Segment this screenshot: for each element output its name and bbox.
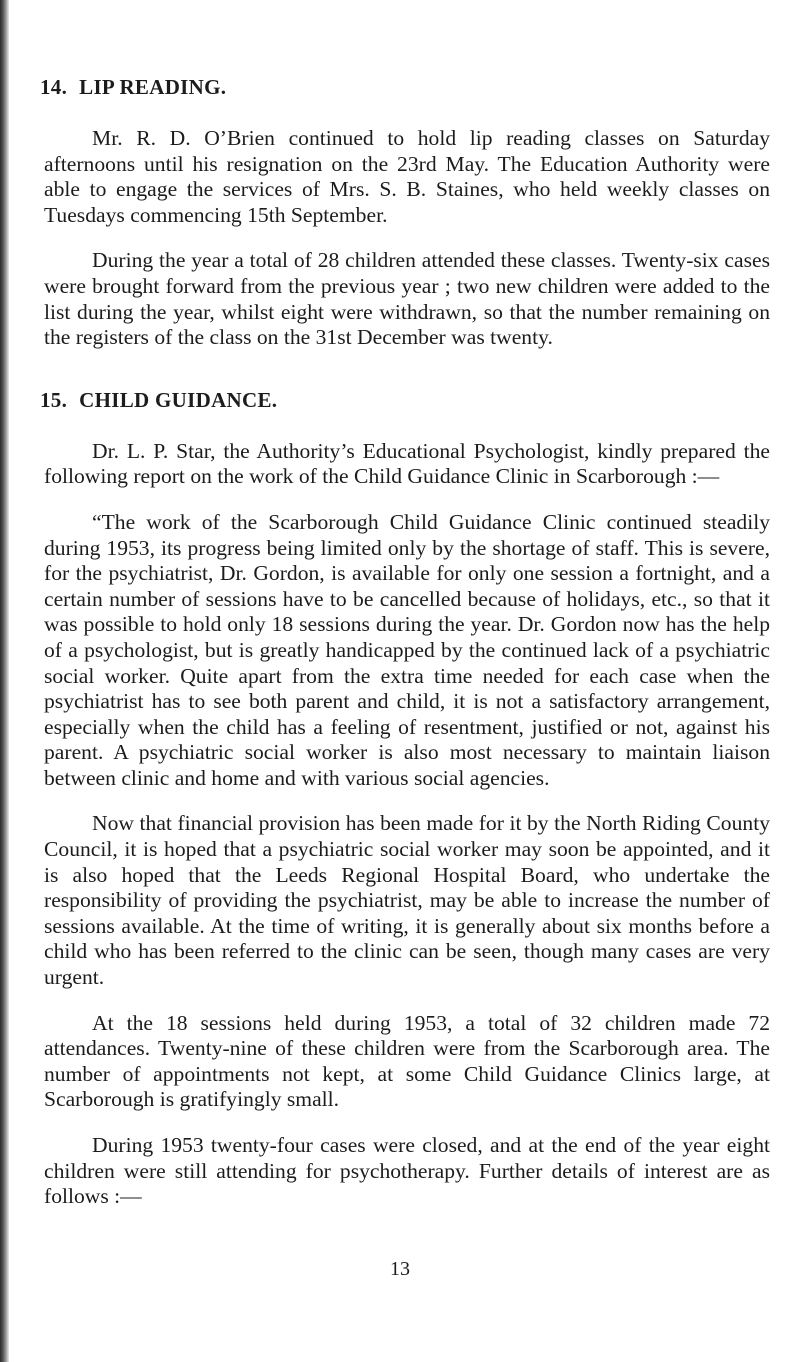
section-lip-reading	[40, 72, 770, 351]
section-title: LIP READING.	[79, 75, 227, 99]
section-title: CHILD GUIDANCE.	[79, 387, 278, 412]
section-heading	[40, 72, 770, 102]
page-number: 13	[390, 1258, 410, 1280]
paragraph: At the 18 sessions held during 1953, a total of 32 children made 72 attendances. Twenty-nine of these children were from the Scarborough area. The number of appointments not kept, at some Child Guidance Clinics large, at Scarborough is gratifyingly small.	[44, 1010, 770, 1112]
paragraph: “The work of the Scarborough Child Guidance Clinic continued steadily during 1953, its progress being limited only by the shortage of staff. This is severe, for the psychiatrist, Dr. Gordon, is available for only one session a fortnight, and a certain number of sessions have to be cancelled because of holidays, etc., so that it was possible to hold only 18 sessions during the year. Dr. Gordon now has the help of a psychologist, but is greatly handicapped by the continued lack of a psychiatric social worker. Quite apart from the extra time needed for each case when the psychiatrist has to see both parent and child, it is not a satisfactory arrangement, especially when the child has a feeling of resentment, justified or not, against his parent. A psychiatric social worker is also most necessary to maintain liaison between clinic and home and with various social agencies.	[44, 509, 770, 790]
paragraph: Dr. L. P. Star, the Authority’s Educational Psychologist, kindly prepared the following report on the work of the Child Guidance Clinic in Scarborough :—	[44, 438, 770, 489]
paragraph: During the year a total of 28 children attended these classes. Twenty-six cases were brought forward from the previous year ; two new children were added to the list during the year, whilst eight were withdrawn, so that the number remaining on the registers of the class on the 31st December was twenty.	[44, 248, 770, 350]
page-binding-edge	[0, 0, 9, 1362]
section-child-guidance	[40, 385, 770, 1210]
paragraph: Now that financial provision has been made for it by the North Riding County Council, it is hoped that a psychiatric social worker may soon be appointed, and it is also hoped that the Leeds Regional Hospital Board, who undertake the responsibility of providing the psychiatrist, may be able to increase the number of sessions available. At the time of writing, it is generally about six months before a child who has been referred to the clinic can be seen, though many cases are very urgent.	[44, 811, 770, 990]
document-page	[40, 72, 770, 1230]
section-heading	[40, 385, 770, 415]
paragraph: During 1953 twenty-four cases were closed, and at the end of the year eight children were still attending for psychotherapy. Further details of interest are as follows :—	[44, 1133, 770, 1209]
paragraph: Mr. R. D. O’Brien continued to hold lip reading classes on Saturday afternoons until his resignation on the 23rd May. The Education Authority were able to engage the services of Mrs. S. B. Staines, who held weekly classes on Tuesdays commencing 15th September.	[44, 126, 770, 227]
section-number: 15.	[40, 387, 68, 412]
section-number: 14.	[40, 75, 68, 99]
